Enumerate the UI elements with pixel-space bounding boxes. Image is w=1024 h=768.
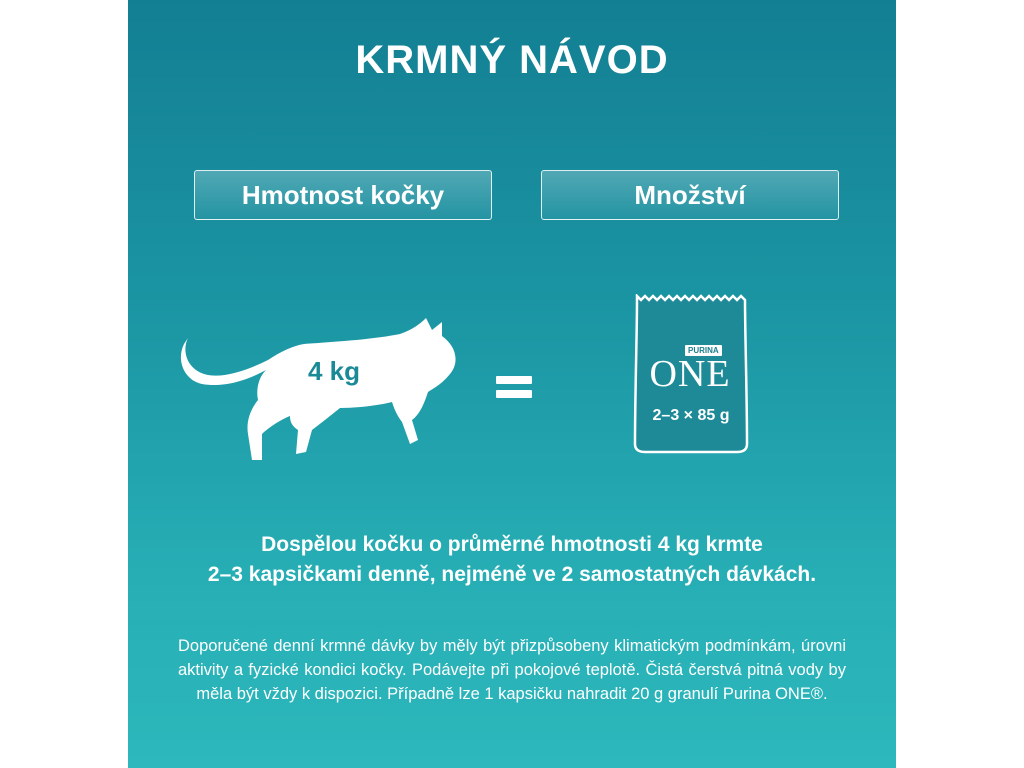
cat-weight-label <box>194 170 492 220</box>
pouch-brand-label: PURINA <box>685 345 722 356</box>
cat-silhouette-icon <box>180 316 470 462</box>
cat-weight-value: 4 kg <box>308 356 361 386</box>
cat-weight-label-text: Hmotnost kočky <box>241 179 445 210</box>
feeding-guide-panel <box>128 0 896 768</box>
feeding-instruction <box>158 530 866 590</box>
instruction-line-2: 2–3 kapsičkami denně, nejméně ve 2 samostatných dávkách. <box>207 563 817 586</box>
feeding-note: Doporučené denní krmné dávky by měly být přizpůsobeny klimatickým podmínkám, úrovni aktivity a fyzické kondici kočky. Podávejte při pokojové teplotě. Čistá čerstvá pitná vody by měla být vždy k dispozici. Případně lze 1 kapsičku nahradit 20 g granulí Purina ONE®. <box>178 637 846 703</box>
page-title: KRMNÝ NÁVOD <box>355 38 669 82</box>
instruction-line-1: Dospělou kočku o průměrné hmotnosti 4 kg krmte <box>261 533 763 556</box>
equals-icon <box>496 370 532 400</box>
pouch-logo: ONE <box>649 353 731 395</box>
amount-label-text: Množství <box>634 179 746 210</box>
amount-label <box>541 170 839 220</box>
pouch-portion: 2–3 × 85 g <box>652 407 730 424</box>
